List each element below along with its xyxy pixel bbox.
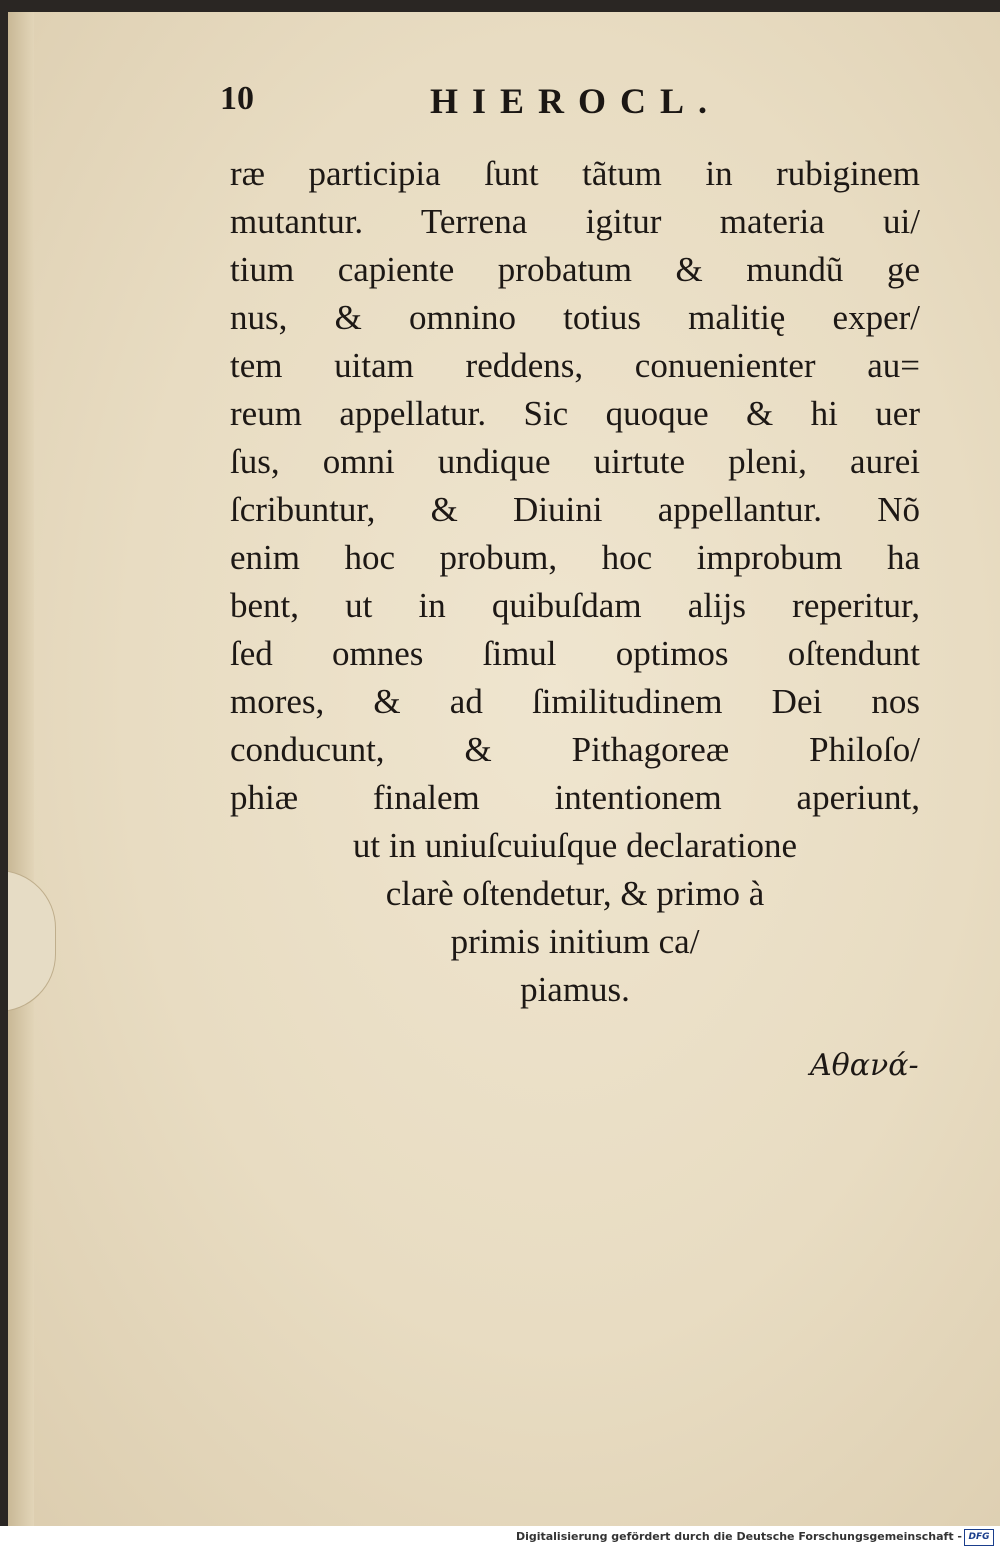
text-line: mutantur. Terrena igitur materia ui/ — [230, 202, 920, 241]
text-line: tium capiente probatum & mundũ ge — [230, 250, 920, 289]
page-tab-marker — [8, 870, 56, 1012]
running-head: HIEROCL. — [430, 81, 722, 121]
text-line: ræ participia ſunt tãtum in rubiginem — [230, 154, 920, 193]
catchword: Αθανά- — [810, 1048, 919, 1083]
text-line: nus, & omnino totius malitię exper/ — [230, 298, 920, 337]
text-line-centered: ut in uniuſcuiuſque declaratione — [352, 826, 798, 865]
text-line: bent, ut in quibuſdam alijs reperitur, — [230, 586, 920, 625]
page-number: 10 — [220, 80, 254, 117]
text-line: ſed omnes ſimul optimos oſtendunt — [230, 634, 920, 673]
text-line-centered: clarè oſtendetur, & primo à — [385, 874, 765, 913]
text-line: conducunt, & Pithagoreæ Philoſo/ — [230, 730, 920, 769]
text-line: ſus, omni undique uirtute pleni, aurei — [230, 442, 920, 481]
text-line-centered: primis initium ca/ — [450, 922, 700, 961]
page-gutter-edge — [8, 12, 34, 1526]
body-text — [230, 150, 920, 1014]
text-line-centered: piamus. — [520, 970, 630, 1009]
text-line: ſcribuntur, & Diuini appellantur. Nõ — [230, 490, 920, 529]
dfg-logo: DFG — [964, 1529, 994, 1546]
text-line: mores, & ad ſimilitudinem Dei nos — [230, 682, 920, 721]
text-line: phiæ finalem intentionem aperiunt, — [230, 778, 920, 817]
funding-credit: Digitalisierung gefördert durch die Deutsche Forschungsgemeinschaft - — [515, 1530, 962, 1543]
text-line: reum appellatur. Sic quoque & hi uer — [230, 394, 920, 433]
text-line: tem uitam reddens, conuenienter au= — [230, 346, 920, 385]
page-header — [220, 80, 920, 130]
digitization-footer — [0, 1526, 1000, 1548]
text-line: enim hoc probum, hoc improbum ha — [230, 538, 920, 577]
